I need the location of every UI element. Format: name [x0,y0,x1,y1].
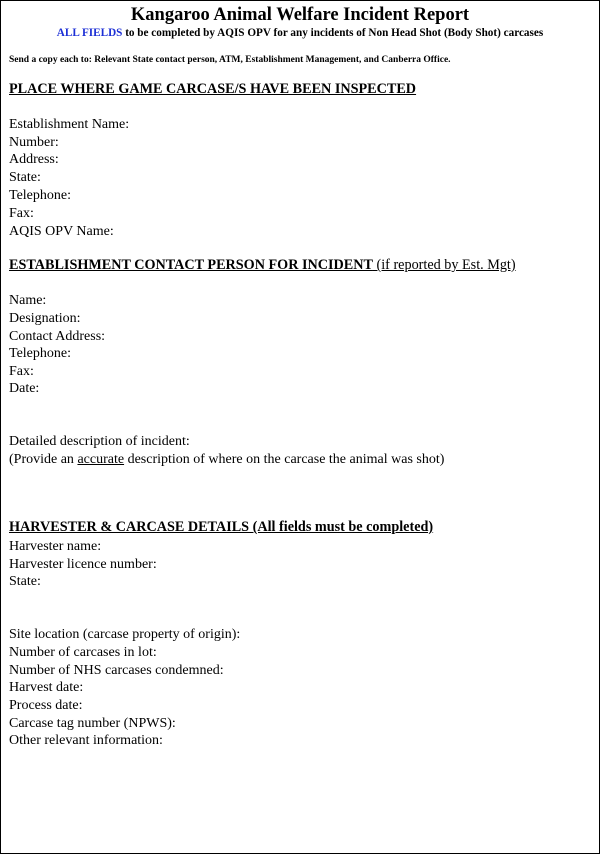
report-subtitle [1,26,599,40]
subtitle-text: to be completed by AQIS OPV for any incidents of Non Head Shot (Body Shot) carcases [122,27,544,39]
description-note [9,451,444,468]
field-contact-fax: Fax: [9,364,34,379]
field-contact-address: Contact Address: [9,329,106,344]
field-harvester-licence: Harvester licence number: [9,557,157,572]
report-title: Kangaroo Animal Welfare Incident Report [130,5,470,25]
field-address: Address: [9,152,59,167]
field-nhs-condemned: Number of NHS carcases condemned: [9,663,224,678]
field-harvester-name: Harvester name: [9,539,102,554]
contact-heading-bold: ESTABLISHMENT CONTACT PERSON FOR INCIDENT [9,257,373,273]
field-establishment-name: Establishment Name: [9,117,130,132]
field-fax: Fax: [9,206,34,221]
contact-heading-note: (if reported by Est. Mgt) [372,257,516,273]
field-number: Number: [9,135,59,150]
field-contact-date: Date: [9,381,40,396]
field-harvester-state: State: [9,574,41,589]
field-state: State: [9,170,41,185]
field-contact-telephone: Telephone: [9,346,71,361]
field-process-date: Process date: [9,698,83,713]
section-heading-contact [9,257,516,274]
accurate-emphasis: accurate [77,452,125,467]
field-contact-name: Name: [9,293,47,308]
description-label: Detailed description of incident: [9,434,190,449]
field-aqis-opv-name: AQIS OPV Name: [9,224,114,239]
field-site-location: Site location (carcase property of origin): [9,627,241,642]
field-telephone: Telephone: [9,188,71,203]
all-fields-label: ALL FIELDS [56,27,123,39]
section-heading-harvester: HARVESTER & CARCASE DETAILS (All fields must be completed) [9,519,434,535]
field-carcase-tag-number: Carcase tag number (NPWS): [9,716,176,731]
field-carcases-in-lot: Number of carcases in lot: [9,645,157,660]
description-note-end: description of where on the carcase the animal was shot) [124,452,445,467]
description-note-start: (Provide an [9,452,78,467]
distribution-note: Send a copy each to: Relevant State contact person, ATM, Establishment Management, and Canberra Office. [9,55,451,65]
field-other-information: Other relevant information: [9,733,163,748]
section-heading-place: PLACE WHERE GAME CARCASE/S HAVE BEEN INSPECTED [9,81,417,97]
field-designation: Designation: [9,311,81,326]
field-harvest-date: Harvest date: [9,680,84,695]
